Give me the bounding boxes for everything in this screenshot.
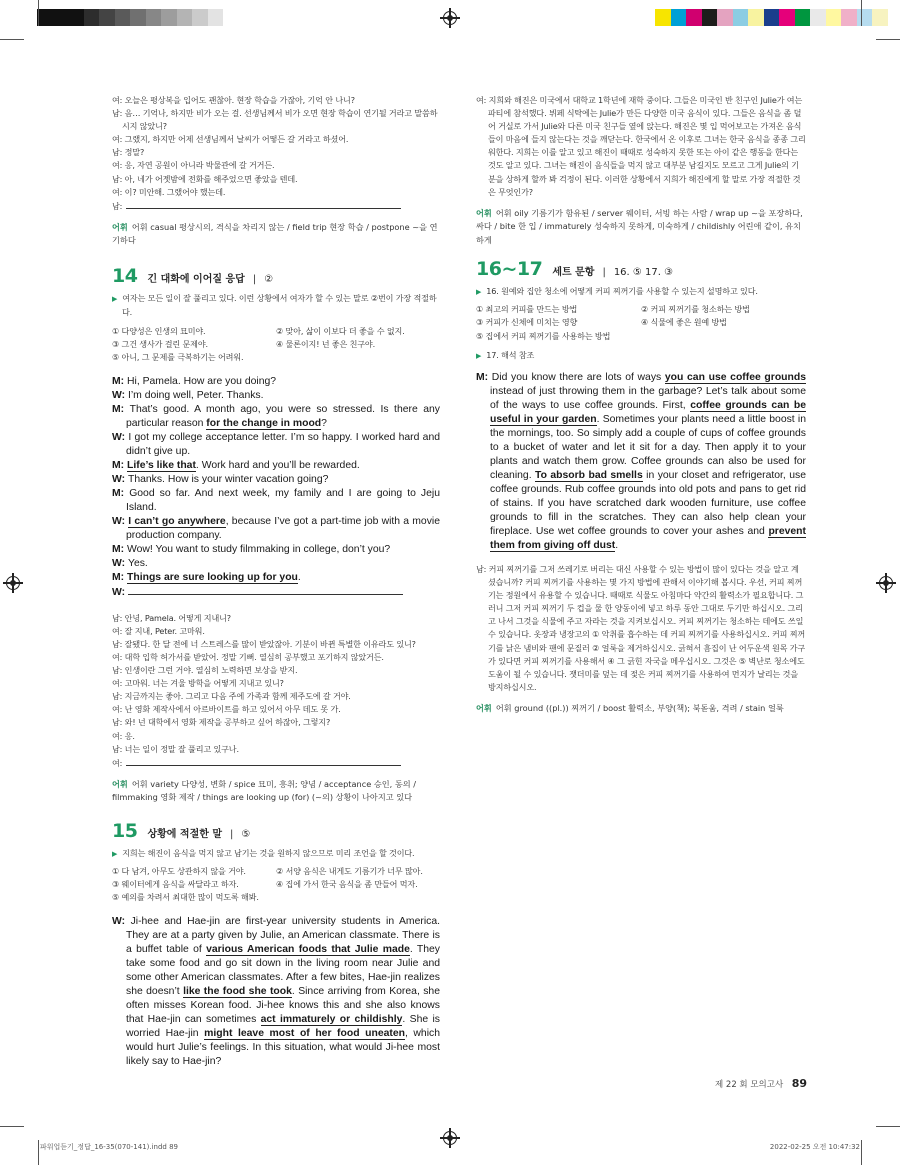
crop-mark <box>861 0 862 26</box>
dialog-line <box>112 571 440 585</box>
line-text: 여: 오늘은 평상복을 입어도 괜찮아. 현장 학습을 가잖아, 기억 안 나니? <box>112 95 355 105</box>
explanation-16 <box>476 285 806 299</box>
translation-text: 남: 커피 찌꺼기를 그저 쓰레기로 버리는 대신 사용할 수 있는 방법이 많이 있다는 것을 알고 계셨습니까? 커피 찌꺼기를 사용하는 몇 가지 방법에 관해서 이야기해 봅시다. 우선, 커피 찌꺼기는 정원에서 유용할 수 있습니다. 때때로 식물도 아침마다 약간의 활력소가 필요합니다. 그러니 그저 커피 찌꺼기 두 컵을 물 한 양동이에 넣고 하루 동안 그대로 두기만 하십시오. 그리고 나서 그것을 식물에 주고 자라는 것을 지켜보십시오. 커피 찌꺼기는 청소하는 데에도 쓰일 수 있습니다. 옷장과 냉장고의 ① 악취를 흡수하는 데 커피 찌꺼기를 사용하십시오. 커피 찌꺼기를 낡은 냄비와 팬에 문질러 ② 얼룩을 제거하십시오. 긁혀서 흠집이 난 어두운색 원목 가구가 있다면 커피 찌꺼기를 사용해서 ④ 그 긁힌 자국을 메우십시오. 그것은 ⑤ 벽난로 청소에도 도움이 될 수 있습니다. 잿더미를 덮는 데 젖은 커피 찌꺼기를 사용하여 먼지가 날리는 것을 방지하십시오. <box>476 563 806 692</box>
line-text: 여: 잘 지내, Peter. 고마워. <box>112 625 205 636</box>
answer-option: ② 커피 찌꺼기를 청소하는 방법 <box>641 304 750 315</box>
passage-translation-16-17 <box>476 563 806 694</box>
line-text: 남: 인생이란 그런 거야. 열심히 노력하면 보상을 받지. <box>112 665 298 676</box>
color-swatch <box>146 9 162 26</box>
question-number: 15 <box>112 819 138 842</box>
color-swatch <box>717 9 733 26</box>
passage-english-15 <box>112 915 440 1069</box>
answer-option: ④ 집에 가서 한국 음식을 좀 만들어 먹자. <box>276 879 418 890</box>
vocab-text: 어휘 ground ((pl.)) 찌꺼기 / boost 활력소, 부양(책); 북돋움, 격려 / stain 얼룩 <box>495 702 784 713</box>
question-15-header <box>112 819 440 842</box>
color-swatch <box>655 9 671 26</box>
registration-mark-top <box>443 11 457 25</box>
explanation-17 <box>476 349 806 363</box>
line-text: 남: <box>112 200 123 211</box>
dialog-line <box>112 459 440 473</box>
line-text: 여: 응. <box>112 730 135 741</box>
underlined-phrase: prevent them from giving off dust <box>490 525 806 551</box>
dialog-english-14 <box>112 375 440 600</box>
dialog-line <box>112 756 440 770</box>
dialog-line <box>112 487 440 515</box>
underlined-phrase: To absorb bad smells <box>535 469 643 481</box>
answer-blank <box>128 585 403 595</box>
options-16 <box>476 303 806 343</box>
color-swatch <box>702 9 718 26</box>
dialog-line <box>112 473 440 487</box>
registration-mark-bottom <box>443 1131 457 1145</box>
line-text: Wow! You want to study filmmaking in college, don’t you? <box>127 543 391 555</box>
explanation-14 <box>112 292 440 319</box>
answer-option: ⑤ 예의를 차려서 최대한 많이 먹도록 해봐. <box>112 892 259 903</box>
vocab-text: 어휘 variety 다양성, 변화 / spice 묘미, 흥취; 양념 / acceptance 승인, 동의 / filmmaking 영화 제작 / things are looking up (for) (~의) 상황이 나아지고 있다 <box>112 778 417 803</box>
speaker-label: M: <box>112 543 128 555</box>
answer-option: ① 다 남겨, 아무도 상관하지 않을 거야. <box>112 865 246 876</box>
exam-label: 제 22 회 모의고사 <box>715 1080 784 1090</box>
crop-mark <box>876 1126 900 1127</box>
line-text: 남: 너는 일이 정말 잘 풀리고 있구나. <box>112 743 239 754</box>
dialog-line <box>112 677 440 690</box>
dialog-line <box>112 199 440 213</box>
dialog-line <box>112 515 440 543</box>
dialog-line <box>112 612 440 625</box>
question-14-header <box>112 264 440 287</box>
underlined-phrase: for the change in mood <box>206 417 322 429</box>
dialog-line <box>112 730 440 743</box>
underlined-phrase: coffee grounds can be useful in your garden <box>490 399 807 425</box>
passage-translation-15 <box>476 94 806 199</box>
dialog-translation-13 <box>112 94 440 213</box>
passage-text: Did you know there are lots of ways <box>491 371 665 383</box>
print-timestamp: 2022-02-25 오전 10:47:32 <box>769 1143 860 1151</box>
underlined-phrase: like the food she took <box>183 985 292 997</box>
passage-text: instead of just throwing them in the garbage? Let’s talk about some of the ways to use coffee grounds. First, <box>490 385 806 411</box>
line-text: That’s good. A month ago, you were so stressed. Is there any particular reason <box>126 403 440 429</box>
line-text: I’m doing well, Peter. Thanks. <box>127 389 264 401</box>
speaker-label: M: <box>112 487 130 499</box>
question-number: 14 <box>112 264 138 287</box>
page-number: 89 <box>791 1077 808 1090</box>
passage-text: , which would hurt Julie’s feelings. In this situation, what would Ji-hee most likely say to Hae-jin? <box>126 1027 440 1067</box>
underlined-phrase: various American foods that Julie made <box>206 943 410 955</box>
passage-text: . Sometimes your plants need a little boost in the mornings, too. So simply add a couple of cups of coffee grounds to a bucket of water and let it sit for a day. Then apply it to your plants and watch them grow. Coffee grounds can also be used for cleaning. <box>490 413 806 481</box>
speaker-label: M: <box>476 371 492 383</box>
line-text: 여: 고마워. 너는 겨울 방학을 어떻게 지내고 있니? <box>112 678 284 689</box>
explanation-text: 16. 원예와 집안 청소에 어떻게 커피 찌꺼기를 사용할 수 있는지 설명하고 있다. <box>486 286 758 297</box>
color-swatch <box>795 9 811 26</box>
dialog-line <box>112 625 440 638</box>
question-number: 16~17 <box>476 257 543 280</box>
explanation-text: 17. 해석 참조 <box>486 349 535 360</box>
dialog-line <box>112 690 440 703</box>
color-swatch <box>115 9 131 26</box>
dialog-line <box>112 431 440 459</box>
passage-text: . <box>615 539 619 551</box>
line-text: 여: 이? 미안해. 그랬어야 했는데. <box>112 186 226 197</box>
dialog-line <box>112 543 440 557</box>
speaker-label: M: <box>112 459 128 471</box>
file-slug: 파워업듣기_정답_16-35(070-141).indd 89 <box>40 1143 179 1151</box>
vocab-14: 어휘 어휘 variety 다양성, 변화 / spice 묘미, 흥취; 양념 / acceptance 승인, 동의 / filmmaking 영화 제작 / things are looking up (for) (~의) 상황이 나아지고 있다 <box>112 778 417 803</box>
dialog-line <box>112 186 440 199</box>
line-text: , because I’ve got a part-time job with a movie production company. <box>126 515 440 541</box>
color-swatch <box>84 9 100 26</box>
question-16-17-header <box>476 257 806 280</box>
passage-english-16-17 <box>476 371 806 553</box>
speaker-label: W: <box>112 431 129 443</box>
color-swatch <box>733 9 749 26</box>
line-text: 남: 잘됐다. 한 달 전에 너 스트레스를 많이 받았잖아. 기분이 바뀐 특별한 이유라도 있니? <box>112 638 416 649</box>
passage-text: . She is worried Hae-jin <box>126 1013 440 1039</box>
explanation-text: 지희는 해진이 음식을 먹지 않고 남기는 것을 원하지 않으므로 미리 조언을 할 것이다. <box>122 847 415 858</box>
speaker-label: M: <box>112 375 128 387</box>
line-text: ? <box>321 417 327 429</box>
vocab-text: 어휘 oily 기름기가 함유된 / server 웨이터, 서빙 하는 사람 / wrap up ~을 포장하다, 싸다 / bite 한 입 / immaturely 성숙하지 못하게, 미숙하게 / childishly 어린애 같이, 유치하게 <box>476 207 803 245</box>
dialog-translation-14 <box>112 612 440 770</box>
color-swatch <box>826 9 842 26</box>
separator: | <box>602 266 606 278</box>
right-column <box>476 94 806 715</box>
answer-option: ④ 물론이지! 넌 좋은 친구야. <box>276 339 376 350</box>
dialog-line <box>112 743 440 756</box>
color-swatch <box>68 9 84 26</box>
line-text: 여: <box>112 757 123 768</box>
answer-option: ② 서양 음식은 내게도 기름기가 너무 많아. <box>276 865 423 876</box>
dialog-line <box>112 716 440 729</box>
dialog-line <box>112 94 440 107</box>
crop-mark <box>876 39 900 40</box>
answer-blank <box>126 199 401 209</box>
speaker-label: W: <box>112 557 128 569</box>
crop-mark <box>0 39 24 40</box>
triangle-icon: ▶ <box>112 849 118 858</box>
line-text: 남: 지금까지는 좋아. 그리고 다음 주에 가족과 함께 제주도에 갈 거야. <box>112 691 351 702</box>
line-text: I got my college acceptance letter. I’m so happy. I worked hard and didn’t give up. <box>126 431 441 457</box>
triangle-icon: ▶ <box>112 294 118 303</box>
line-text: 남: 와! 넌 대학에서 영화 제작을 공부하고 싶어 하잖아, 그렇지? <box>112 717 331 728</box>
passage-paragraph <box>476 371 806 553</box>
speaker-label: M: <box>112 403 130 415</box>
color-swatch <box>37 9 53 26</box>
vocab-text: 어휘 casual 평상시의, 격식을 차리지 않는 / field trip 현장 학습 / postpone ~을 연기하다 <box>112 221 438 246</box>
color-swatch <box>99 9 115 26</box>
color-swatch <box>130 9 146 26</box>
speaker-label: W: <box>112 915 131 927</box>
line-text: 여: 대학 입학 허가서를 받았어. 정말 기뻐. 열심히 공부했고 포기하지 않았거든. <box>112 651 384 662</box>
dialog-line <box>112 159 440 172</box>
crop-mark <box>0 1126 24 1127</box>
dialog-line <box>112 133 440 146</box>
explanation-text: 여자는 모든 일이 잘 풀리고 있다. 이런 상황에서 여자가 할 수 있는 말로 ②번이 가장 적절하다. <box>122 292 437 317</box>
dialog-line <box>112 389 440 403</box>
registration-mark-right <box>879 576 893 590</box>
speaker-label: W: <box>112 389 128 401</box>
underlined-phrase: act immaturely or childishly <box>260 1013 403 1025</box>
dialog-line <box>112 375 440 389</box>
color-swatch <box>872 9 888 26</box>
answer-option: ⑤ 아니, 그 문제를 극복하기는 어려워. <box>112 352 244 363</box>
line-text: Good so far. And next week, my family and I are going to Jeju Island. <box>126 487 440 513</box>
options-14 <box>112 325 440 365</box>
answer: ⑤ <box>241 828 251 840</box>
vocab-16-17: 어휘 어휘 ground ((pl.)) 찌꺼기 / boost 활력소, 부양(책); 북돋움, 격려 / stain 얼룩 <box>476 702 784 713</box>
color-calibration-bar <box>655 9 888 26</box>
answer-option: ④ 식물에 좋은 원예 방법 <box>641 317 727 328</box>
answer-option: ① 다양성은 인생의 묘미야. <box>112 326 206 337</box>
question-type: 세트 문항 <box>552 266 595 278</box>
passage-text: in your closet and refrigerator, use coffee grounds. Rub coffee grounds into old pots and pans to get rid of stains. If you have scratched dark wooden furniture, use coffee grounds to fill in the scratches. They can also help clean your fireplace. Use wet coffee grounds to cover your ashes and <box>490 469 807 537</box>
translation-text: 여: 지희와 해진은 미국에서 대학교 1학년에 재학 중이다. 그들은 미국인 반 친구인 Julie가 여는 파티에 참석했다. 뷔페 식탁에는 Julie가 만든 다양한 미국 음식이 있다. 그들은 음식을 좀 덜어 거실로 가서 Julie와 다른 미국 친구들 옆에 앉는다. 해진은 몇 입 먹어보고는 가져온 음식들이 마음에 들지 않는다는 것을 깨닫는다. 한국에서 온 이후로 그녀는 한국 음식을 종종 그리워한다. 지희는 이를 알고 있고 해진이 때때로 성숙하지 못한 또는 아이 같은 행동을 한다는 것도 알고 있다. 그녀는 해진이 음식들을 먹지 않고 대부분 남길지도 모르고 그게 Julie의 기분을 상하게 할까 봐 걱정이 된다. 이러한 상황에서 지희가 해진에게 할 말로 가장 적절한 것은 무엇인가? <box>476 95 806 197</box>
registration-mark-left <box>6 576 20 590</box>
passage-text: . Since arriving from Korea, she often misses Korean food. Ji-hee knows this and she also knows that Hae-jin can sometimes <box>126 985 440 1025</box>
dialog-line <box>112 107 440 133</box>
speaker-label: W: <box>112 515 129 527</box>
underlined-phrase: Life’s like that <box>127 459 196 471</box>
explanation-15 <box>112 847 440 861</box>
dialog-line <box>112 557 440 571</box>
answer: 16. ⑤ 17. ③ <box>613 266 674 278</box>
answer-option: ① 최고의 커피를 만드는 방법 <box>476 304 578 315</box>
question-type: 긴 대화에 이어질 응답 <box>147 273 245 285</box>
dialog-line <box>112 703 440 716</box>
color-swatch <box>53 9 69 26</box>
line-text: . Work hard and you’ll be rewarded. <box>195 459 360 471</box>
underlined-phrase: I can’t go anywhere <box>128 515 226 527</box>
color-swatch <box>686 9 702 26</box>
underlined-phrase: might leave most of her food uneaten <box>204 1027 405 1039</box>
answer-option: ② 맞아, 삶이 이보다 더 좋을 수 없지. <box>276 326 405 337</box>
options-15 <box>112 865 440 905</box>
vocab-13: 어휘 어휘 casual 평상시의, 격식을 차리지 않는 / field trip 현장 학습 / postpone ~을 연기하다 <box>112 221 438 246</box>
dialog-line <box>112 173 440 186</box>
triangle-icon: ▶ <box>476 288 482 297</box>
answer-option: ③ 커피가 신체에 미치는 영향 <box>476 317 578 328</box>
color-swatch <box>177 9 193 26</box>
dialog-line <box>112 146 440 159</box>
speaker-label: W: <box>112 586 128 598</box>
line-text: 남: 안녕, Pamela. 어떻게 지내니? <box>112 612 231 623</box>
color-swatch <box>857 9 873 26</box>
color-swatch <box>841 9 857 26</box>
answer: ② <box>264 273 274 285</box>
answer-option: ③ 그건 생사가 걸린 문제야. <box>112 339 208 350</box>
crop-mark <box>861 1140 862 1165</box>
color-swatch <box>161 9 177 26</box>
separator: | <box>230 828 234 840</box>
dialog-line <box>112 651 440 664</box>
passage-text: Ji-hee and Hae-jin are first-year university students in America. They are at a party given by Julie, an American classmate. There is a buffet table of <box>126 915 440 955</box>
color-swatch <box>810 9 826 26</box>
passage-paragraph <box>112 915 440 1069</box>
speaker-label: M: <box>112 571 128 583</box>
page-footer <box>715 1077 807 1090</box>
color-swatch <box>192 9 208 26</box>
passage-text: . They take some food and go sit down in the living room near Julie and some other American classmates. After a few bites, Hae-jin realizes she doesn’t <box>126 943 441 997</box>
line-text: 여: 그랬지, 하지만 어제 선생님께서 날씨가 어떻든 갈 거라고 하셨어. <box>112 134 349 145</box>
dialog-line <box>112 585 440 600</box>
question-type: 상황에 적절한 말 <box>147 828 223 840</box>
line-text: Yes. <box>127 557 148 569</box>
line-text: 남: 음… 기억나, 하지만 비가 오는 걸. 선생님께서 비가 오면 현장 학습이 연기될 거라고 말씀하시지 않았니? <box>112 108 438 132</box>
line-text: 여: 난 영화 제작사에서 아르바이트를 하고 있어서 아무 데도 못 가. <box>112 704 341 715</box>
answer-blank <box>126 756 401 766</box>
dialog-line <box>112 638 440 651</box>
underlined-phrase: you can use coffee grounds <box>664 371 806 383</box>
triangle-icon: ▶ <box>476 351 482 360</box>
answer-option: ⑤ 집에서 커피 찌꺼기를 사용하는 방법 <box>476 330 611 341</box>
color-swatch <box>764 9 780 26</box>
line-text: 남: 아, 네가 어젯밤에 전화를 해주었으면 좋았을 텐데. <box>112 173 298 184</box>
separator: | <box>252 273 257 285</box>
dialog-line <box>112 664 440 677</box>
underlined-phrase: Things are sure looking up for you <box>127 571 298 583</box>
vocab-15: 어휘 어휘 oily 기름기가 함유된 / server 웨이터, 서빙 하는 사람 / wrap up ~을 포장하다, 싸다 / bite 한 입 / immaturely 성숙하지 못하게, 미숙하게 / childishly 어린애 같이, 유치하게 <box>476 207 803 245</box>
gray-calibration-bar <box>37 9 239 26</box>
color-swatch <box>748 9 764 26</box>
left-column <box>112 94 440 1069</box>
line-text: 여: 응, 자연 공원이 아니라 박물관에 갈 거거든. <box>112 160 275 171</box>
color-swatch <box>779 9 795 26</box>
line-text: . <box>297 571 301 583</box>
color-swatch <box>208 9 224 26</box>
answer-option: ③ 웨이터에게 음식을 싸달라고 하자. <box>112 879 239 890</box>
crop-mark <box>38 1140 39 1165</box>
line-text: 남: 정말? <box>112 147 145 158</box>
dialog-line <box>112 403 440 431</box>
color-swatch <box>223 9 239 26</box>
line-text: Thanks. How is your winter vacation going? <box>127 473 329 485</box>
color-swatch <box>671 9 687 26</box>
line-text: Hi, Pamela. How are you doing? <box>127 375 277 387</box>
crop-mark <box>38 0 39 26</box>
speaker-label: W: <box>112 473 128 485</box>
